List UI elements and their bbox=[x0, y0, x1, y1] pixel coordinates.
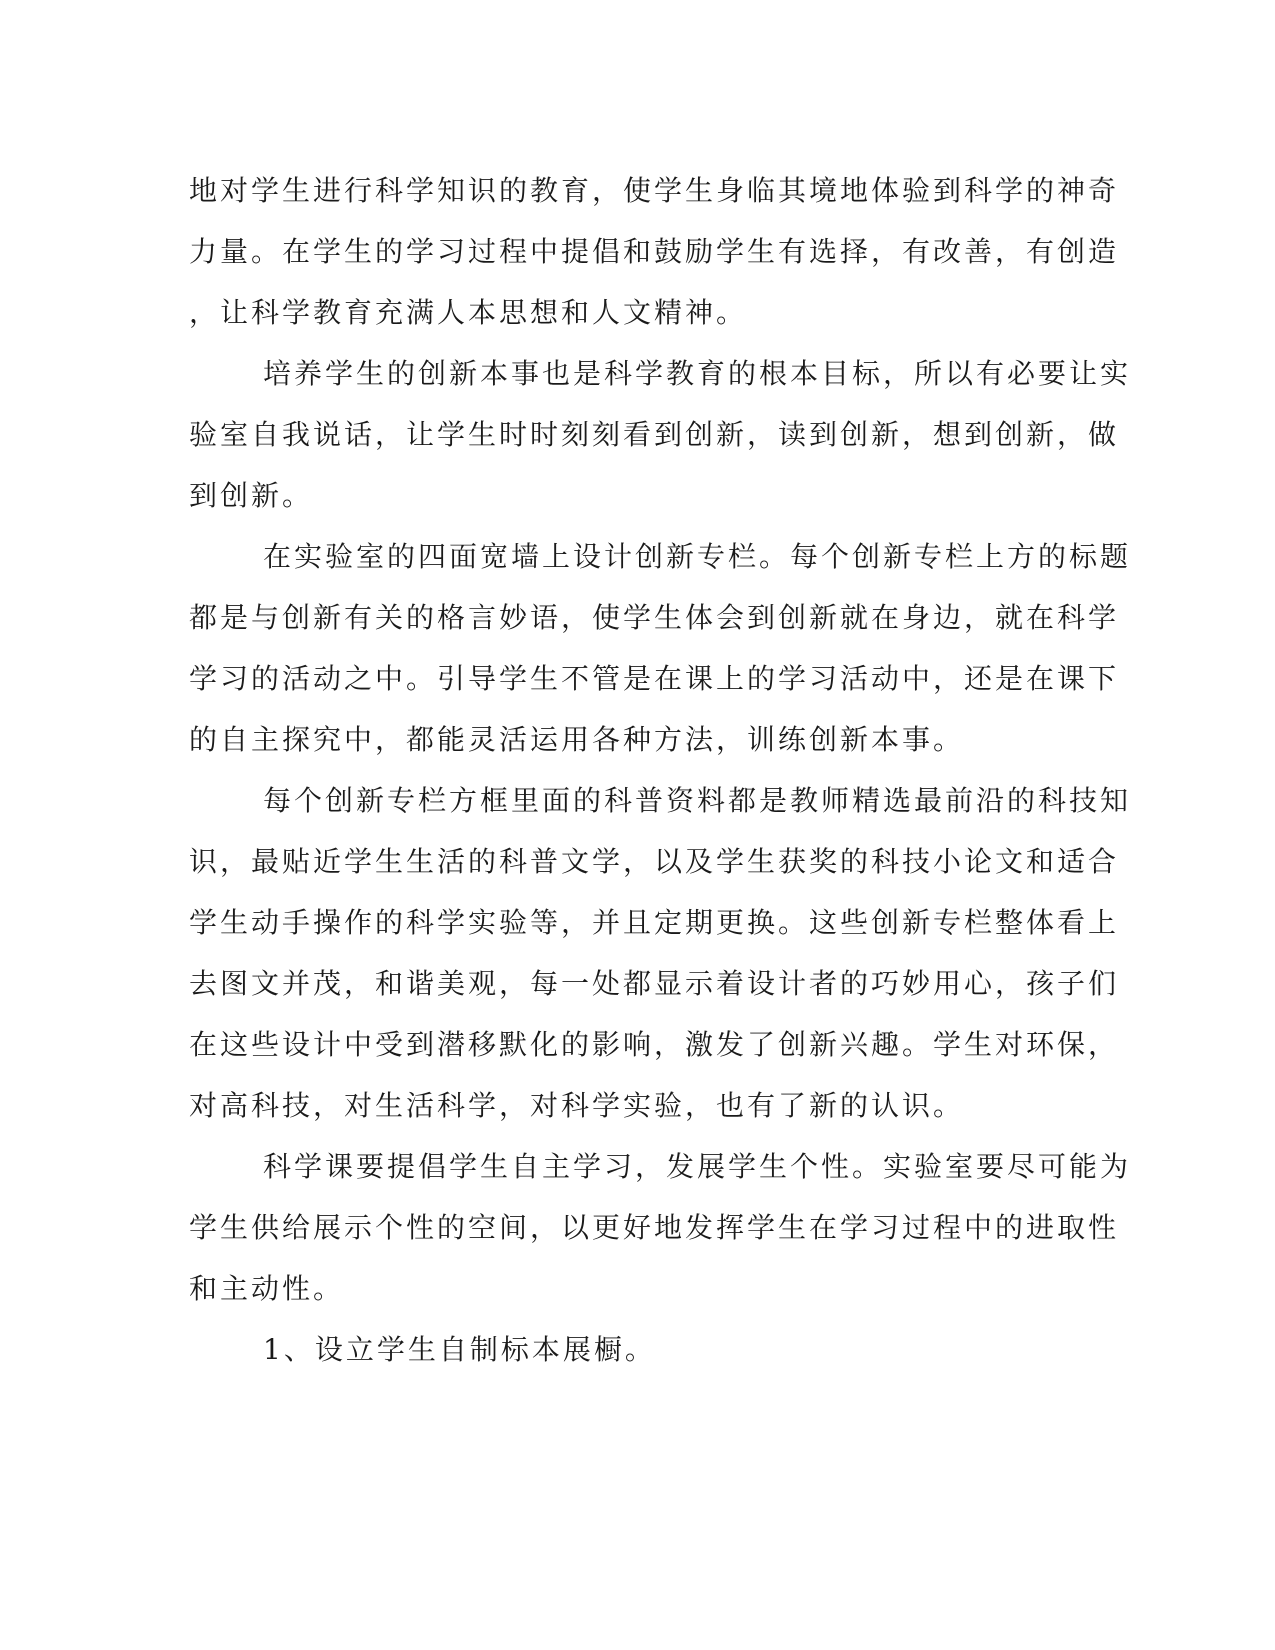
paragraph-3-line-4: 的自主探究中，都能灵活运用各种方法，训练创新本事。 bbox=[189, 723, 965, 756]
paragraph-4-line-4: 去图文并茂，和谐美观，每一处都显示着设计者的巧妙用心，孩子们 bbox=[189, 967, 1120, 1000]
paragraph-3-line-2: 都是与创新有关的格言妙语，使学生体会到创新就在身边，就在科学 bbox=[189, 601, 1120, 634]
paragraph-4-line-2: 识，最贴近学生生活的科普文学，以及学生获奖的科技小论文和适合 bbox=[189, 845, 1120, 878]
paragraph-6-line-1: 1、设立学生自制标本展橱。 bbox=[263, 1333, 656, 1366]
paragraph-2-line-3: 到创新。 bbox=[189, 479, 314, 512]
paragraph-1-line-1: 地对学生进行科学知识的教育，使学生身临其境地体验到科学的神奇 bbox=[189, 174, 1120, 207]
paragraph-4-line-6: 对高科技，对生活科学，对科学实验，也有了新的认识。 bbox=[189, 1089, 965, 1122]
paragraph-2-line-1: 培养学生的创新本事也是科学教育的根本目标，所以有必要让实 bbox=[263, 357, 1132, 390]
document-body bbox=[189, 160, 1132, 1380]
paragraph-5-line-3: 和主动性。 bbox=[189, 1272, 345, 1305]
paragraph-3-line-3: 学习的活动之中。引导学生不管是在课上的学习活动中，还是在课下 bbox=[189, 662, 1120, 695]
paragraph-1-line-3: ，让科学教育充满人本思想和人文精神。 bbox=[189, 296, 748, 329]
paragraph-5-line-1: 科学课要提倡学生自主学习，发展学生个性。实验室要尽可能为 bbox=[263, 1150, 1132, 1183]
paragraph-4-line-1: 每个创新专栏方框里面的科普资料都是教师精选最前沿的科技知 bbox=[263, 784, 1132, 817]
paragraph-5-line-2: 学生供给展示个性的空间，以更好地发挥学生在学习过程中的进取性 bbox=[189, 1211, 1120, 1244]
paragraph-2-line-2: 验室自我说话，让学生时时刻刻看到创新，读到创新，想到创新，做 bbox=[189, 418, 1120, 451]
paragraph-4-line-3: 学生动手操作的科学实验等，并且定期更换。这些创新专栏整体看上 bbox=[189, 906, 1120, 939]
paragraph-3-line-1: 在实验室的四面宽墙上设计创新专栏。每个创新专栏上方的标题 bbox=[263, 540, 1132, 573]
paragraph-1-line-2: 力量。在学生的学习过程中提倡和鼓励学生有选择，有改善，有创造 bbox=[189, 235, 1120, 268]
paragraph-4-line-5: 在这些设计中受到潜移默化的影响，激发了创新兴趣。学生对环保， bbox=[189, 1028, 1120, 1061]
